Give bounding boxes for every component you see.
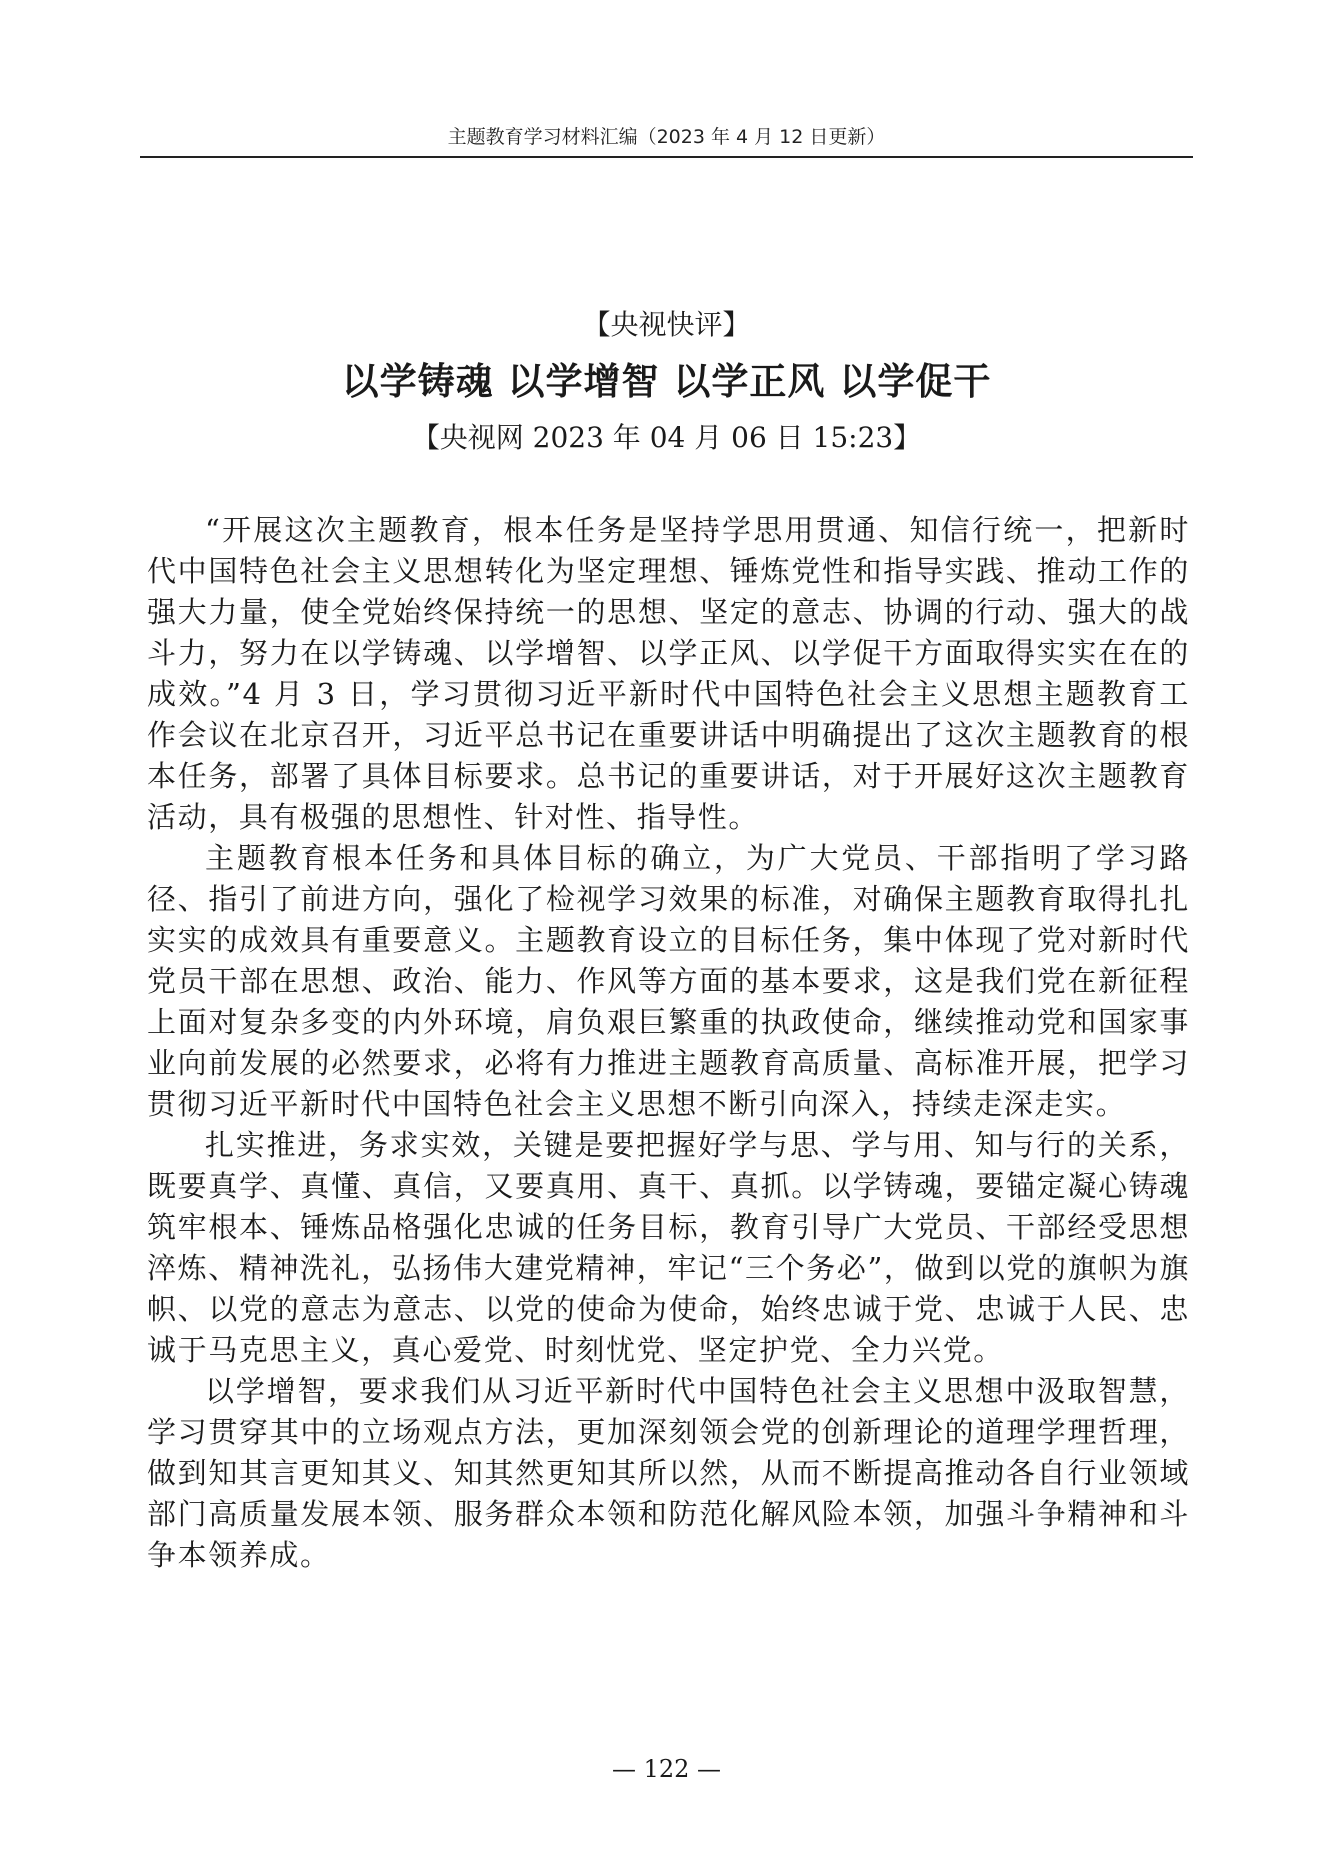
- article-title: 以学铸魂 以学增智 以学正风 以学促干: [341, 359, 992, 403]
- paragraph-4: 以学增智，要求我们从习近平新时代中国特色社会主义思想中汲取智慧，学习贯穿其中的立场观点方法，更加深刻领会党的创新理论的道理学理哲理，做到知其言更知其义、知其然更知其所以然，从而不断提高推动各自行业领域部门高质量发展本领、服务群众本领和防范化解风险本领，加强斗争精神和斗争本领养成。: [147, 1374, 1190, 1572]
- paragraph-1: “开展这次主题教育，根本任务是坚持学思用贯通、知信行统一，把新时代中国特色社会主义思想转化为坚定理想、锤炼党性和指导实践、推动工作的强大力量，使全党始终保持统一的思想、坚定的意志、协调的行动、强大的战斗力，努力在以学铸魂、以学增智、以学正风、以学促干方面取得实实在在的成效。”4 月 3 日，学习贯彻习近平新时代中国特色社会主义思想主题教育工作会议在北京召开，习近平总书记在重要讲话中明确提出了这次主题教育的根本任务，部署了具体目标要求。总书记的重要讲话，对于开展好这次主题教育活动，具有极强的思想性、针对性、指导性。: [147, 513, 1190, 834]
- paragraph-2: 主题教育根本任务和具体目标的确立，为广大党员、干部指明了学习路径、指引了前进方向，强化了检视学习效果的标准，对确保主题教育取得扎扎实实的成效具有重要意义。主题教育设立的目标任务，集中体现了党对新时代党员干部在思想、政治、能力、作风等方面的基本要求，这是我们党在新征程上面对复杂多变的内外环境，肩负艰巨繁重的执政使命，继续推动党和国家事业向前发展的必然要求，必将有力推进主题教育高质量、高标准开展，把学习贯彻习近平新时代中国特色社会主义思想不断引向深入，持续走深走实。: [147, 841, 1190, 1121]
- column-tag: 【央视快评】: [582, 308, 751, 341]
- article-body: [147, 510, 1190, 1576]
- header-divider: [140, 156, 1193, 158]
- page-number: — 122 —: [611, 1755, 722, 1783]
- article-source-dateline: 【央视网 2023 年 04 月 06 日 15:23】: [411, 421, 922, 454]
- paragraph-3: 扎实推进，务求实效，关键是要把握好学与思、学与用、知与行的关系，既要真学、真懂、真信，又要真用、真干、真抓。以学铸魂，要锚定凝心铸魂筑牢根本、锤炼品格强化忠诚的任务目标，教育引导广大党员、干部经受思想淬炼、精神洗礼，弘扬伟大建党精神，牢记“三个务必”，做到以党的旗帜为旗帜、以党的意志为意志、以党的使命为使命，始终忠诚于党、忠诚于人民、忠诚于马克思主义，真心爱党、时刻忧党、坚定护党、全力兴党。: [147, 1128, 1190, 1367]
- running-header-title: 主题教育学习材料汇编（2023 年 4 月 12 日更新）: [447, 126, 886, 148]
